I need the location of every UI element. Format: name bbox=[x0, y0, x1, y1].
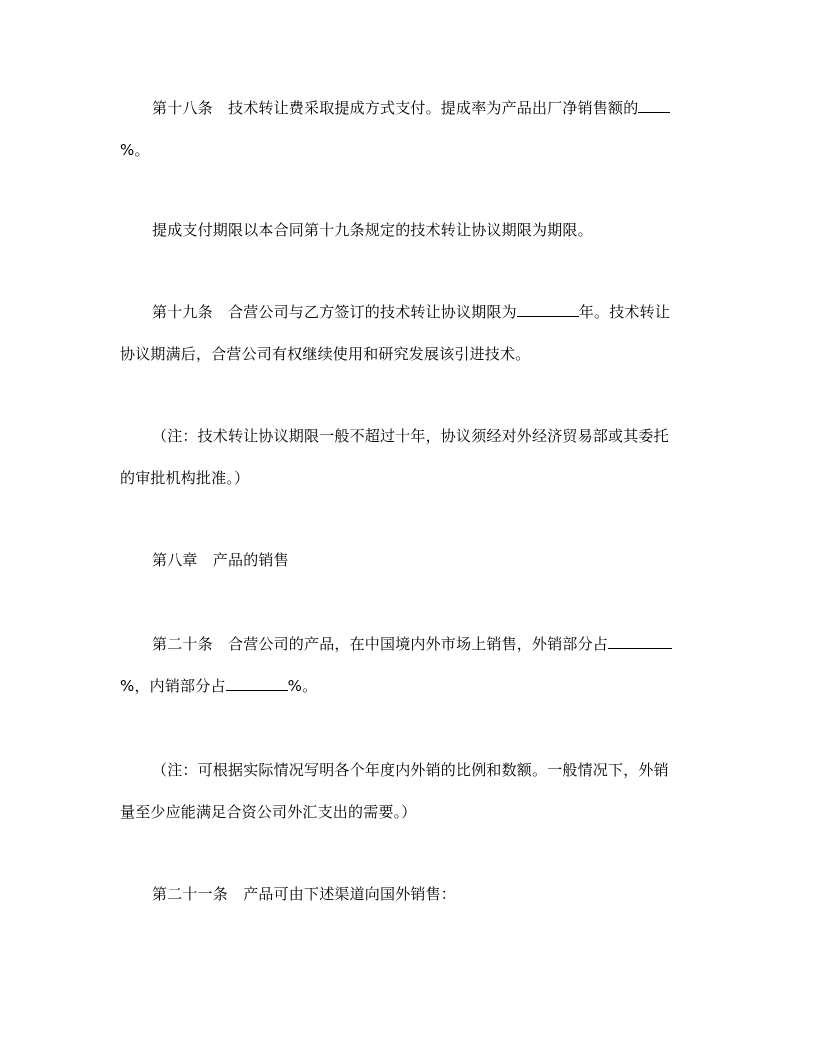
article-18-paragraph-2: 提成支付期限以本合同第十九条规定的技术转让协议期限为期限。 bbox=[152, 221, 593, 239]
note-1-line-1: （注：技术转让协议期限一般不超过十年，协议须经对外经济贸易部或其委托 bbox=[152, 427, 669, 445]
fill-in-blank-royalty-rate bbox=[638, 98, 670, 113]
article-18-line-2: %。 bbox=[120, 141, 150, 159]
article-21-line-1: 第二十一条 产品可由下述渠道向国外销售： bbox=[152, 885, 457, 903]
note-1-line-2: 的审批机构批准。） bbox=[120, 469, 250, 487]
article-18-text: 第十八条 技术转让费采取提成方式支付。提成率为产品出厂净销售额的 bbox=[152, 99, 639, 117]
fill-in-blank-export-share bbox=[608, 634, 672, 649]
article-18-line-1 bbox=[152, 98, 670, 118]
article-19-text-after: 年。技术转让 bbox=[578, 303, 671, 321]
chapter-8-heading: 第八章 产品的销售 bbox=[152, 551, 289, 569]
article-19-text-before: 第十九条 合营公司与乙方签订的技术转让协议期限为 bbox=[152, 303, 517, 321]
article-19-line-2: 协议期满后，合营公司有权继续使用和研究发展该引进技术。 bbox=[120, 345, 531, 363]
article-20-text-before: %，内销部分占 bbox=[120, 677, 226, 695]
article-20-line-1 bbox=[152, 634, 672, 654]
fill-in-blank-domestic-share bbox=[226, 676, 288, 691]
note-2-line-1: （注：可根据实际情况写明各个年度内外销的比例和数额。一般情况下，外销 bbox=[152, 761, 669, 779]
article-19-line-1 bbox=[152, 302, 670, 322]
article-20-line-2 bbox=[120, 676, 317, 696]
article-20-text: 第二十条 合营公司的产品，在中国境内外市场上销售，外销部分占 bbox=[152, 635, 609, 653]
fill-in-blank-agreement-term bbox=[517, 302, 579, 317]
note-2-line-2: 量至少应能满足合资公司外汇支出的需要。） bbox=[120, 803, 417, 821]
article-20-text-after: %。 bbox=[287, 677, 318, 695]
